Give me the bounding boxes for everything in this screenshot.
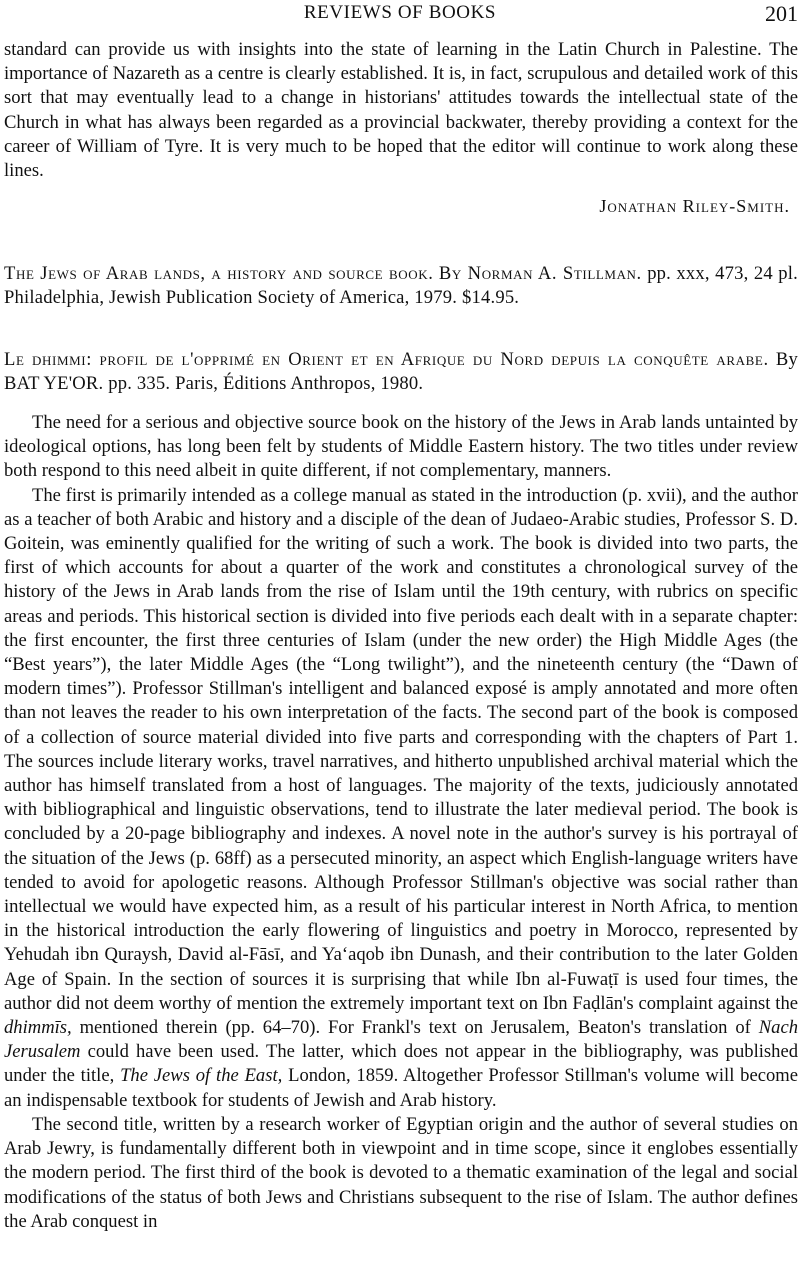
book1-title: The Jews of Arab lands, a history and source book.	[4, 263, 434, 284]
running-title: REVIEWS OF BOOKS	[303, 2, 497, 23]
book2-details: pp. 335. Paris, Éditions Anthropos, 1980.	[108, 373, 424, 394]
page-number: 201	[765, 1, 798, 26]
para2-italic-jews-of-the-east: The Jews of the East,	[120, 1065, 283, 1087]
para2-italic-nach-jerusalem: Nach Jerusalem	[4, 1017, 798, 1063]
book2-author: By BAT YE'OR.	[4, 349, 798, 394]
reviewer-signature: Jonathan Riley-Smith.	[599, 196, 790, 216]
running-head	[0, 2, 800, 26]
book-entry-2	[4, 348, 798, 396]
book2-title: Le dhimmi: profil de l'opprimé en Orient et en Afrique du Nord depuis la conquête arabe.	[4, 349, 769, 370]
para2-text-c: could have been used. The latter, which does not appear in the bibliography, was published under the title,	[4, 1041, 798, 1087]
review-paragraph-2	[4, 484, 798, 1113]
book1-details: pp. xxx, 473, 24 pl. Philadelphia, Jewish Publication Society of America, 1979. $14.95.	[4, 263, 798, 308]
para2-italic-dhimmis: dhimmīs,	[4, 1017, 72, 1039]
para2-text-a: The first is primarily intended as a college manual as stated in the introduction (p. xvii), and the author as a teacher of both Arabic and history and a disciple of the dean of Judaeo-Arabic studies, Professor S. D. Goitein, was eminently qualified for the writing of such a work. The book is divided into two parts, the first of which accounts for about a quarter of the work and constitutes a chronological survey of the history of the Jews in Arab lands from the rise of Islam until the 19th century, with rubrics on specific areas and periods. This historical section is divided into five periods each dealt with in a separate chapter: the first encounter, the first three centuries of Islam (under the new order) the High Middle Ages (the “Best years”), the later Middle Ages (the “Long twilight”), and the nineteenth century (the “Dawn of modern times”). Professor Stillman's intelligent and balanced exposé is amply annotated and more often than not leaves the reader to his own interpretation of the facts. The second part of the book is composed of a collection of source material divided into five parts and corresponding with the chapters of Part 1. The sources include literary works, travel narratives, and hitherto unpublished archival material which the author has himself translated from a host of languages. The majority of the texts, judiciously annotated with bibliographical and linguistic observations, tend to illustrate the later medieval period. The book is concluded by a 20-page bibliography and indexes. A novel note in the author's survey is his portrayal of the situation of the Jews (p. 68ff) as a persecuted minority, an aspect which English-language writers have tended to avoid for apologetic reasons. Although Professor Stillman's objective was social rather than intellectual we would have expected him, as a result of his particular interest in North Africa, to mention in the historical introduction the early flowering of linguistics and poetry in Morocco, represented by Yehudah ibn Quraysh, David al-Fāsī, and Ya‘aqob ibn Dunash, and their contribution to the later Golden Age of Spain. In the section of sources it is surprising that while Ibn al-Fuwaṭī is used four times, the author did not deem worthy of mention the extremely important text on Ibn Faḍlān's complaint against the	[4, 484, 798, 1014]
para2-text-d: London, 1859. Altogether Professor Stillman's volume will become an indispensable textbook for students of Jewish and Arab history.	[4, 1065, 798, 1111]
book1-author: By Norman A. Stillman.	[438, 263, 642, 284]
review-body	[4, 411, 798, 1234]
previous-review-ending	[4, 38, 798, 183]
para2-text-b: mentioned therein (pp. 64–70). For Frankl's text on Jerusalem, Beaton's translation of	[79, 1017, 751, 1039]
book-entry-1	[4, 262, 798, 310]
review-paragraph-1: The need for a serious and objective source book on the history of the Jews in Arab lands untainted by ideological options, has long been felt by students of Middle Eastern history. The two titles under review both respond to this need albeit in quite different, if not complementary, manners.	[4, 412, 798, 482]
carryover-paragraph: standard can provide us with insights into the state of learning in the Latin Church in Palestine. The importance of Nazareth as a centre is clearly established. It is, in fact, scrupulous and detailed work of this sort that may eventually lead to a change in historians' attitudes towards the intellectual state of the Church in what has always been regarded as a provincial backwater, thereby providing a context for the career of William of Tyre. It is very much to be hoped that the editor will continue to work along these lines.	[4, 39, 798, 182]
review-paragraph-3: The second title, written by a research worker of Egyptian origin and the author of several studies on Arab Jewry, is fundamentally different both in viewpoint and in time scope, since it englobes essentially the modern period. The first third of the book is devoted to a thematic examination of the legal and social modifications of the status of both Jews and Christians subsequent to the rise of Islam. The author defines the Arab conquest in	[4, 1113, 798, 1232]
